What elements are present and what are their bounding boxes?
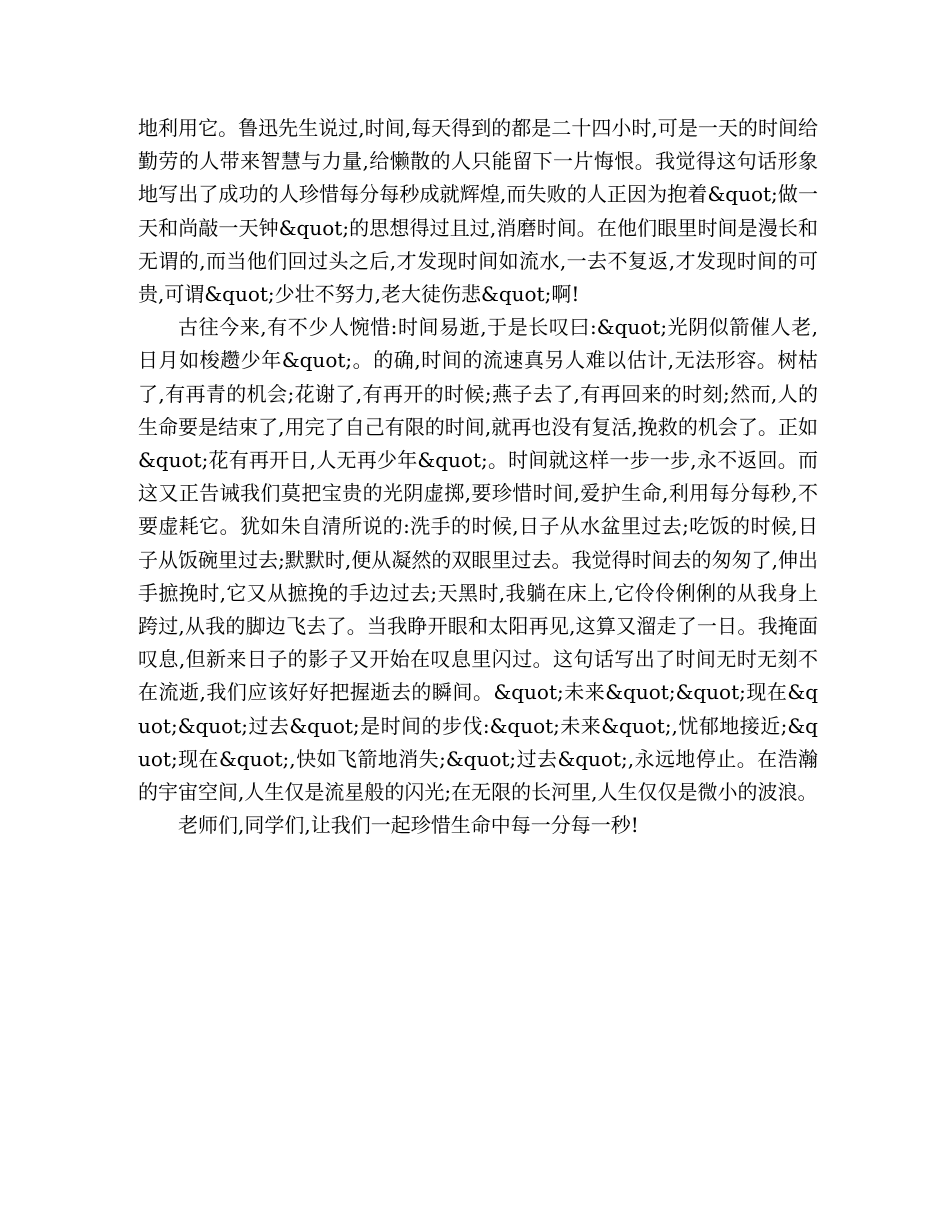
paragraph-3: 老师们,同学们,让我们一起珍惜生命中每一分每一秒! — [178, 813, 639, 838]
paragraph-1: 地利用它。鲁迅先生说过,时间,每天得到的都是二十四小时,可是一天的时间给勤劳的人带来智慧与力量,给懒散的人只能留下一片悔恨。我觉得这句话形象地写出了成功的人珍惜每分每秒成就辉煌,而失败的人正因为抱着&quot;做一天和尚敲一天钟&quot;的思想得过且过,消磨时间。在他们眼里时间是漫长和无谓的,而当他们回过头之后,才发现时间如流水,一去不复返,才发现时间的可贵,可谓&quot;少壮不努力,老大徒伤悲&quot;啊! — [138, 116, 818, 307]
paragraph-2: 古往今来,有不少人惋惜:时间易逝,于是长叹曰:&quot;光阴似箭催人老,日月如梭趱少年&quot;。的确,时间的流速真另人难以估计,无法形容。树枯了,有再青的机会;花谢了,有再开的时候;燕子去了,有再回来的时刻;然而,人的生命要是结束了,用完了自己有限的时间,就再也没有复活,挽救的机会了。正如&quot;花有再开日,人无再少年&quot;。时间就这样一步一步,永不返回。而这又正告诫我们莫把宝贵的光阴虚掷,要珍惜时间,爱护生命,利用每分每秒,不要虚耗它。犹如朱自清所说的:洗手的时候,日子从水盆里过去;吃饭的时候,日子从饭碗里过去;默默时,便从凝然的双眼里过去。我觉得时间去的匆匆了,伸出手摭挽时,它又从摭挽的手边过去;天黑时,我躺在床上,它伶伶俐俐的从我身上跨过,从我的脚边飞去了。当我睁开眼和太阳再见,这算又溜走了一日。我掩面叹息,但新来日子的影子又开始在叹息里闪过。这句话写出了时间无时无刻不在流逝,我们应该好好把握逝去的瞬间。&quot;未来&quot;&quot;现在&quot;&quot;过去&quot;是时间的步伐:&quot;未来&quot;,忧郁地接近;&quot;现在&quot;,快如飞箭地消失;&quot;过去&quot;,永远地停止。在浩瀚的宇宙空间,人生仅是流星般的闪光;在无限的长河里,人生仅仅是微小的波浪。 — [138, 315, 818, 805]
document-body — [138, 112, 818, 842]
